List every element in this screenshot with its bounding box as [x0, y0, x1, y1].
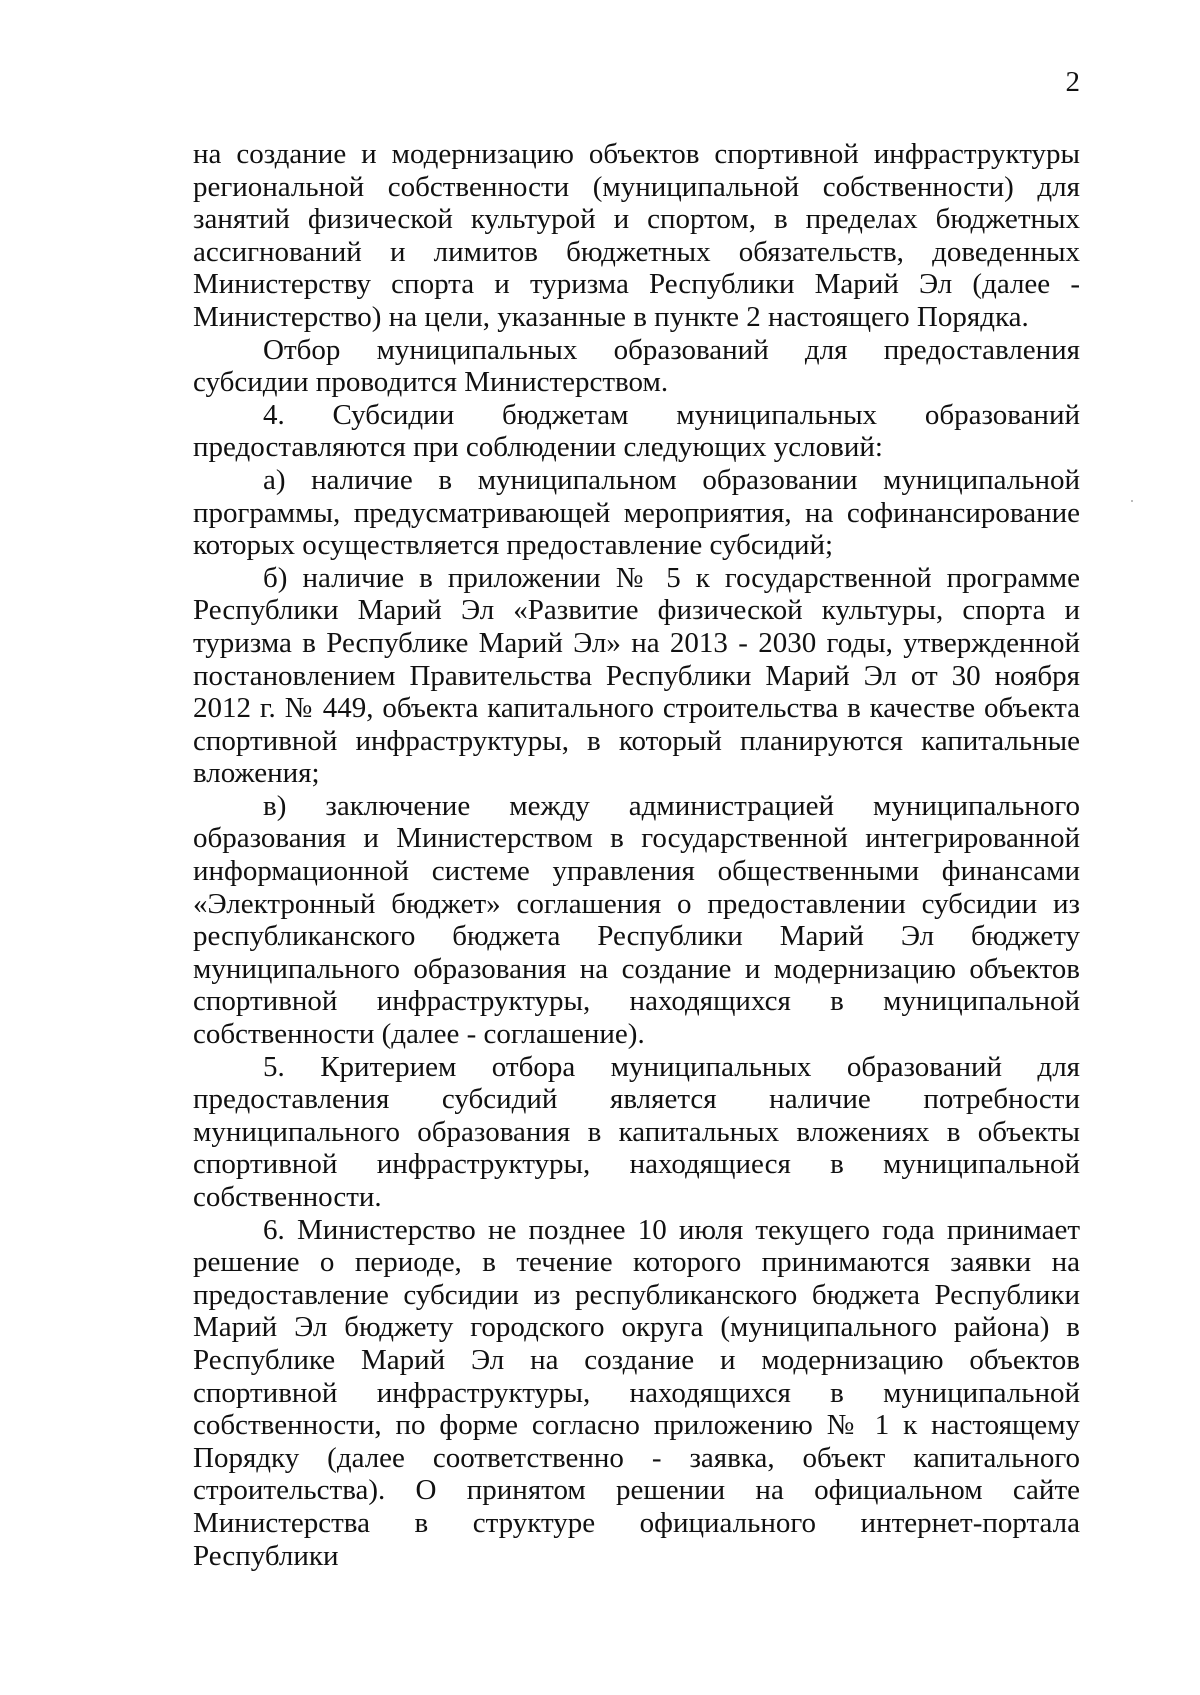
paragraph-item-4b: б) наличие в приложении № 5 к государственной программе Республики Марий Эл «Развитие физической культуры, спорта и туризма в Республике Марий Эл» на 2013 - 2030 годы, утвержденной постановлением Правительства Республики Марий Эл от 30 ноября 2012 г. № 449, объекта капитального строительства в качестве объекта спортивной инфраструктуры, в который планируются капитальные вложения; [193, 561, 1080, 790]
paragraph-selection: Отбор муниципальных образований для предоставления субсидии проводится Министерством. [193, 333, 1080, 399]
document-body [193, 138, 1080, 1572]
paragraph-continuation: на создание и модернизацию объектов спортивной инфраструктуры региональной собственности (муниципальной собственности) для занятий физической культурой и спортом, в пределах бюджетных ассигнований и лимитов бюджетных обязательств, доведенных Министерству спорта и туризма Республики Марий Эл (далее - Министерство) на цели, указанные в пункте 2 настоящего Порядка. [193, 138, 1080, 333]
paragraph-item-6: 6. Министерство не позднее 10 июля текущего года принимает решение о периоде, в течение которого принимаются заявки на предоставление субсидии из республиканского бюджета Республики Марий Эл бюджету городского округа (муниципального района) в Республике Марий Эл на создание и модернизацию объектов спортивной инфраструктуры, находящихся в муниципальной собственности, по форме согласно приложению № 1 к настоящему Порядку (далее соответственно - заявка, объект капитального строительства). О принятом решении на официальном сайте Министерства в структуре официального интернет-портала Республики [193, 1213, 1080, 1572]
paragraph-item-5: 5. Критерием отбора муниципальных образований для предоставления субсидий является наличие потребности муниципального образования в капитальных вложениях в объекты спортивной инфраструктуры, находящиеся в муниципальной собственности. [193, 1050, 1080, 1213]
paragraph-item-4: 4. Субсидии бюджетам муниципальных образований предоставляются при соблюдении следующих условий: [193, 398, 1080, 464]
paragraph-item-4c: в) заключение между администрацией муниципального образования и Министерством в государственной интегрированной информационной системе управления общественными финансами «Электронный бюджет» соглашения о предоставлении субсидии из республиканского бюджета Республики Марий Эл бюджету муниципального образования на создание и модернизацию объектов спортивной инфраструктуры, находящихся в муниципальной собственности (далее - соглашение). [193, 789, 1080, 1051]
paragraph-item-4a: а) наличие в муниципальном образовании муниципальной программы, предусматривающей мероприятия, на софинансирование которых осуществляется предоставление субсидий; [193, 463, 1080, 562]
page-number: 2 [1065, 66, 1080, 98]
scan-artifact [1131, 500, 1133, 502]
